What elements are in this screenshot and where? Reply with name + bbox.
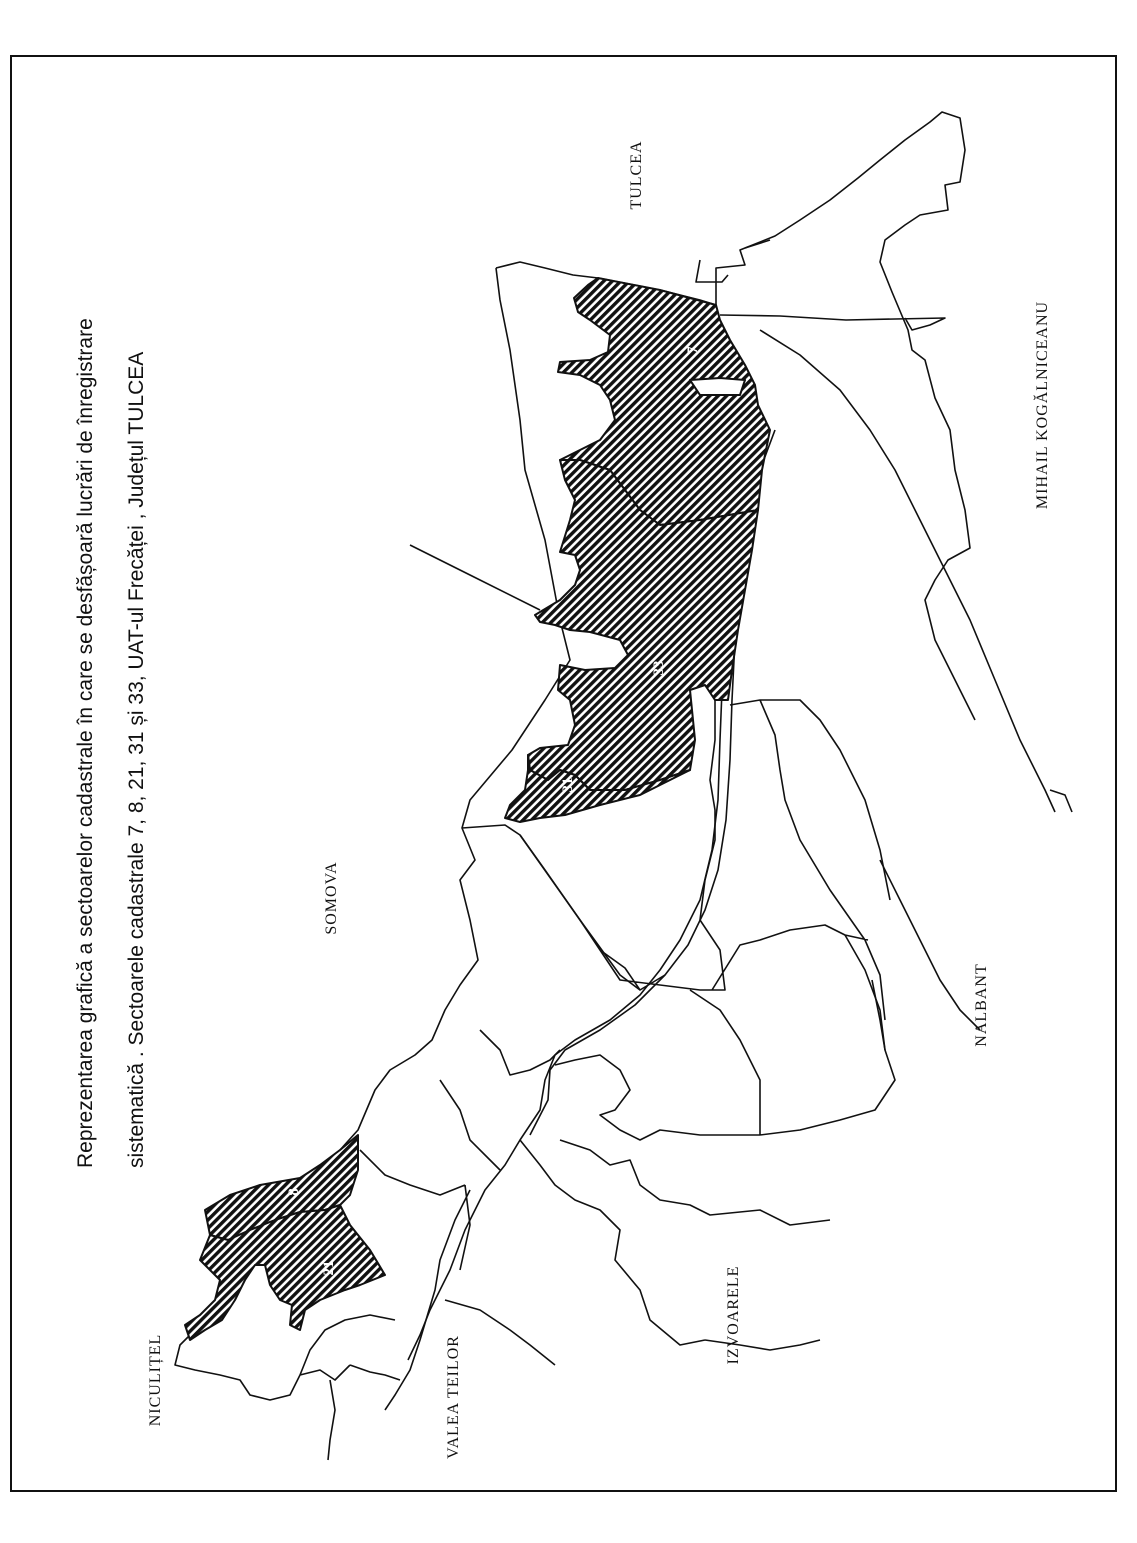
sector-7-label: 7 — [685, 346, 701, 354]
place-somova: SOMOVA — [323, 861, 340, 935]
sector-31-label: 31 — [560, 777, 576, 793]
place-niculitel: NICULIȚEL — [147, 1333, 164, 1427]
place-nalbant: NALBANT — [973, 963, 990, 1047]
sector-21-label: 21 — [321, 1260, 337, 1276]
place-izvoarele: IZVOARELE — [725, 1265, 742, 1365]
map-title-line2: sistematică . Sectoarele cadastrale 7, 8, 21, 31 și 33, UAT-ul Frecăței , Județul TULCEA — [125, 351, 148, 1168]
place-valea-teilor: VALEA TEILOR — [445, 1335, 462, 1459]
place-mihail-kogalniceanu: MIHAIL KOGĂLNICEANU — [1034, 300, 1051, 510]
place-tulcea: TULCEA — [628, 140, 645, 210]
kogalniceanu-boundary — [696, 240, 945, 330]
sector-8-label: 8 — [286, 1188, 302, 1196]
map-title-line1: Reprezentarea grafică a sectoarelor cadastrale în care se desfășoară lucrări de înregistrare — [74, 318, 97, 1168]
east-road — [760, 330, 1072, 812]
cadastral-sectors — [185, 278, 770, 1340]
sector-33-label: 33 — [651, 660, 667, 676]
